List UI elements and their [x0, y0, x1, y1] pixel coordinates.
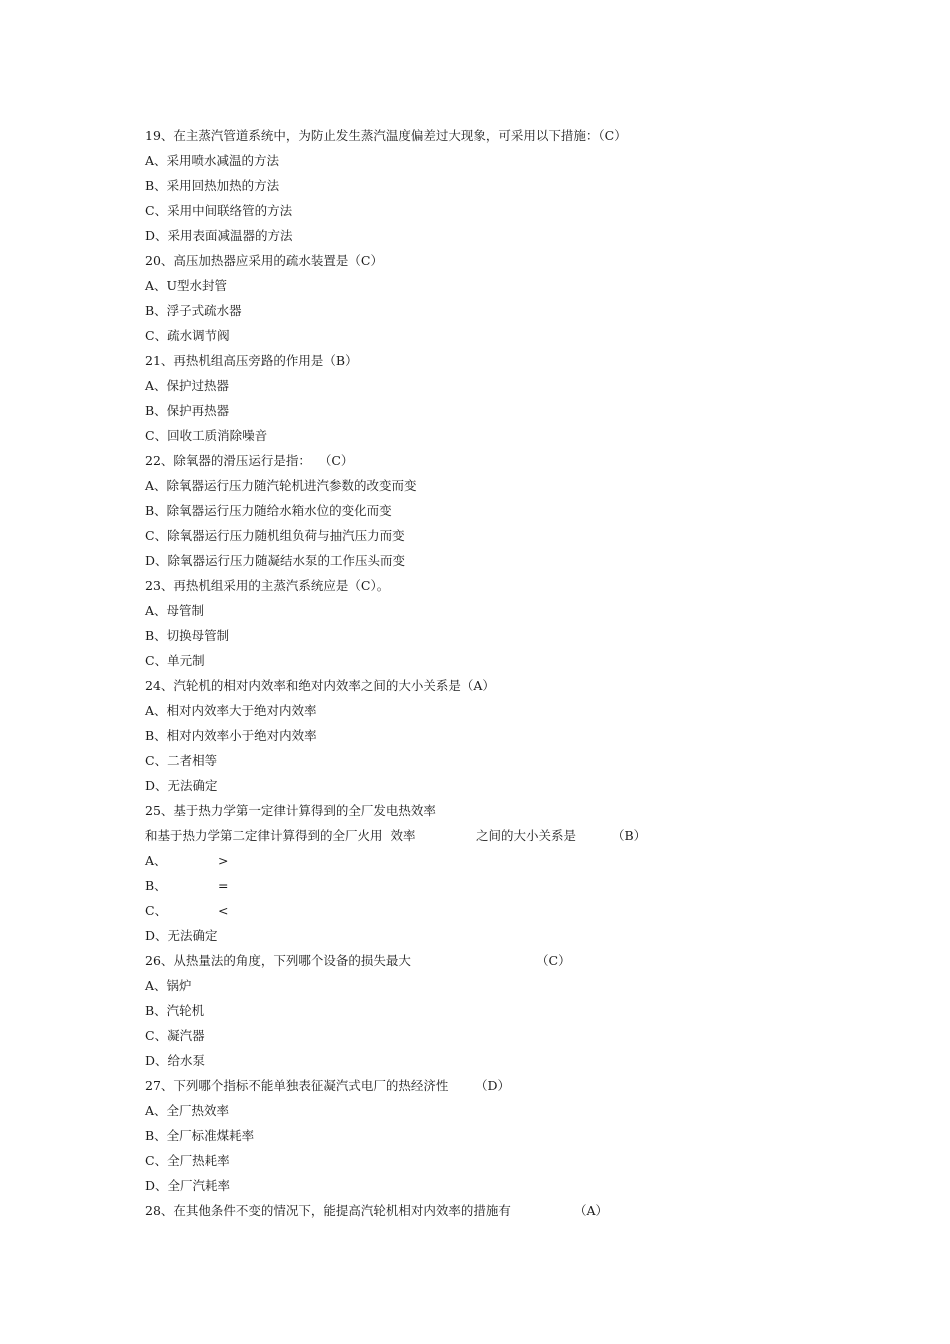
option-b: B、采用回热加热的方法	[145, 178, 280, 193]
option-d: D、给水泵	[145, 1053, 206, 1068]
option-c: C、采用中间联络管的方法	[145, 203, 293, 218]
question-27-answer: （D）	[475, 1078, 511, 1093]
option-b: B、切换母管制	[145, 628, 230, 643]
option-b: B、保护再热器	[145, 403, 230, 418]
option-b: B、浮子式疏水器	[145, 303, 242, 318]
option-a: A、相对内效率大于绝对内效率	[145, 703, 317, 718]
question-21: 21、再热机组高压旁路的作用是（B）	[145, 353, 358, 368]
option-a-symbol: >	[218, 853, 229, 868]
question-27: 27、下列哪个指标不能单独表征凝汽式电厂的热经济性	[145, 1078, 449, 1093]
option-d: D、全厂汽耗率	[145, 1178, 231, 1193]
option-c: C、回收工质消除噪音	[145, 428, 268, 443]
option-c: C、凝汽器	[145, 1028, 205, 1043]
question-28: 28、在其他条件不变的情况下，能提高汽轮机相对内效率的措施有	[145, 1203, 511, 1218]
option-b-symbol: =	[218, 878, 229, 893]
option-a: A、锅炉	[145, 978, 192, 993]
option-d: D、无法确定	[145, 778, 218, 793]
option-c: C、疏水调节阀	[145, 328, 230, 343]
question-20: 20、高压加热器应采用的疏水装置是（C）	[145, 253, 383, 268]
option-c: C、单元制	[145, 653, 205, 668]
option-b: B、	[145, 878, 167, 893]
option-a: A、除氧器运行压力随汽轮机进汽参数的改变而变	[145, 478, 417, 493]
question-25-continued: 和基于热力学第二定律计算得到的全厂火用 效率	[145, 828, 416, 843]
option-a: A、保护过热器	[145, 378, 230, 393]
question-25-relation: 之间的大小关系是	[476, 828, 577, 843]
question-24: 24、汽轮机的相对内效率和绝对内效率之间的大小关系是（A）	[145, 678, 495, 693]
option-c: C、除氧器运行压力随机组负荷与抽汽压力而变	[145, 528, 405, 543]
question-23: 23、再热机组采用的主蒸汽系统应是（C）。	[145, 578, 390, 593]
option-b: B、相对内效率小于绝对内效率	[145, 728, 317, 743]
option-a: A、母管制	[145, 603, 205, 618]
question-26-answer: （C）	[536, 953, 571, 968]
option-c: C、全厂热耗率	[145, 1153, 230, 1168]
option-a: A、	[145, 853, 167, 868]
question-26: 26、从热量法的角度，下列哪个设备的损失最大	[145, 953, 411, 968]
option-a: A、U型水封管	[145, 278, 228, 293]
question-22: 22、除氧器的滑压运行是指： （C）	[145, 453, 354, 468]
question-28-answer: （A）	[574, 1203, 609, 1218]
question-25-answer: （B）	[612, 828, 647, 843]
option-b: B、除氧器运行压力随给水箱水位的变化而变	[145, 503, 392, 518]
question-25: 25、基于热力学第一定律计算得到的全厂发电热效率	[145, 803, 436, 818]
option-a: A、全厂热效率	[145, 1103, 230, 1118]
option-c-symbol: <	[218, 903, 229, 918]
option-d: D、除氧器运行压力随凝结水泵的工作压头而变	[145, 553, 406, 568]
option-c: C、	[145, 903, 168, 918]
option-d: D、采用表面减温器的方法	[145, 228, 293, 243]
option-b: B、全厂标准煤耗率	[145, 1128, 255, 1143]
question-19: 19、在主蒸汽管道系统中，为防止发生蒸汽温度偏差过大现象，可采用以下措施：（C）	[145, 128, 627, 143]
option-d: D、无法确定	[145, 928, 218, 943]
option-a: A、采用喷水减温的方法	[145, 153, 280, 168]
option-c: C、二者相等	[145, 753, 218, 768]
option-b: B、汽轮机	[145, 1003, 205, 1018]
